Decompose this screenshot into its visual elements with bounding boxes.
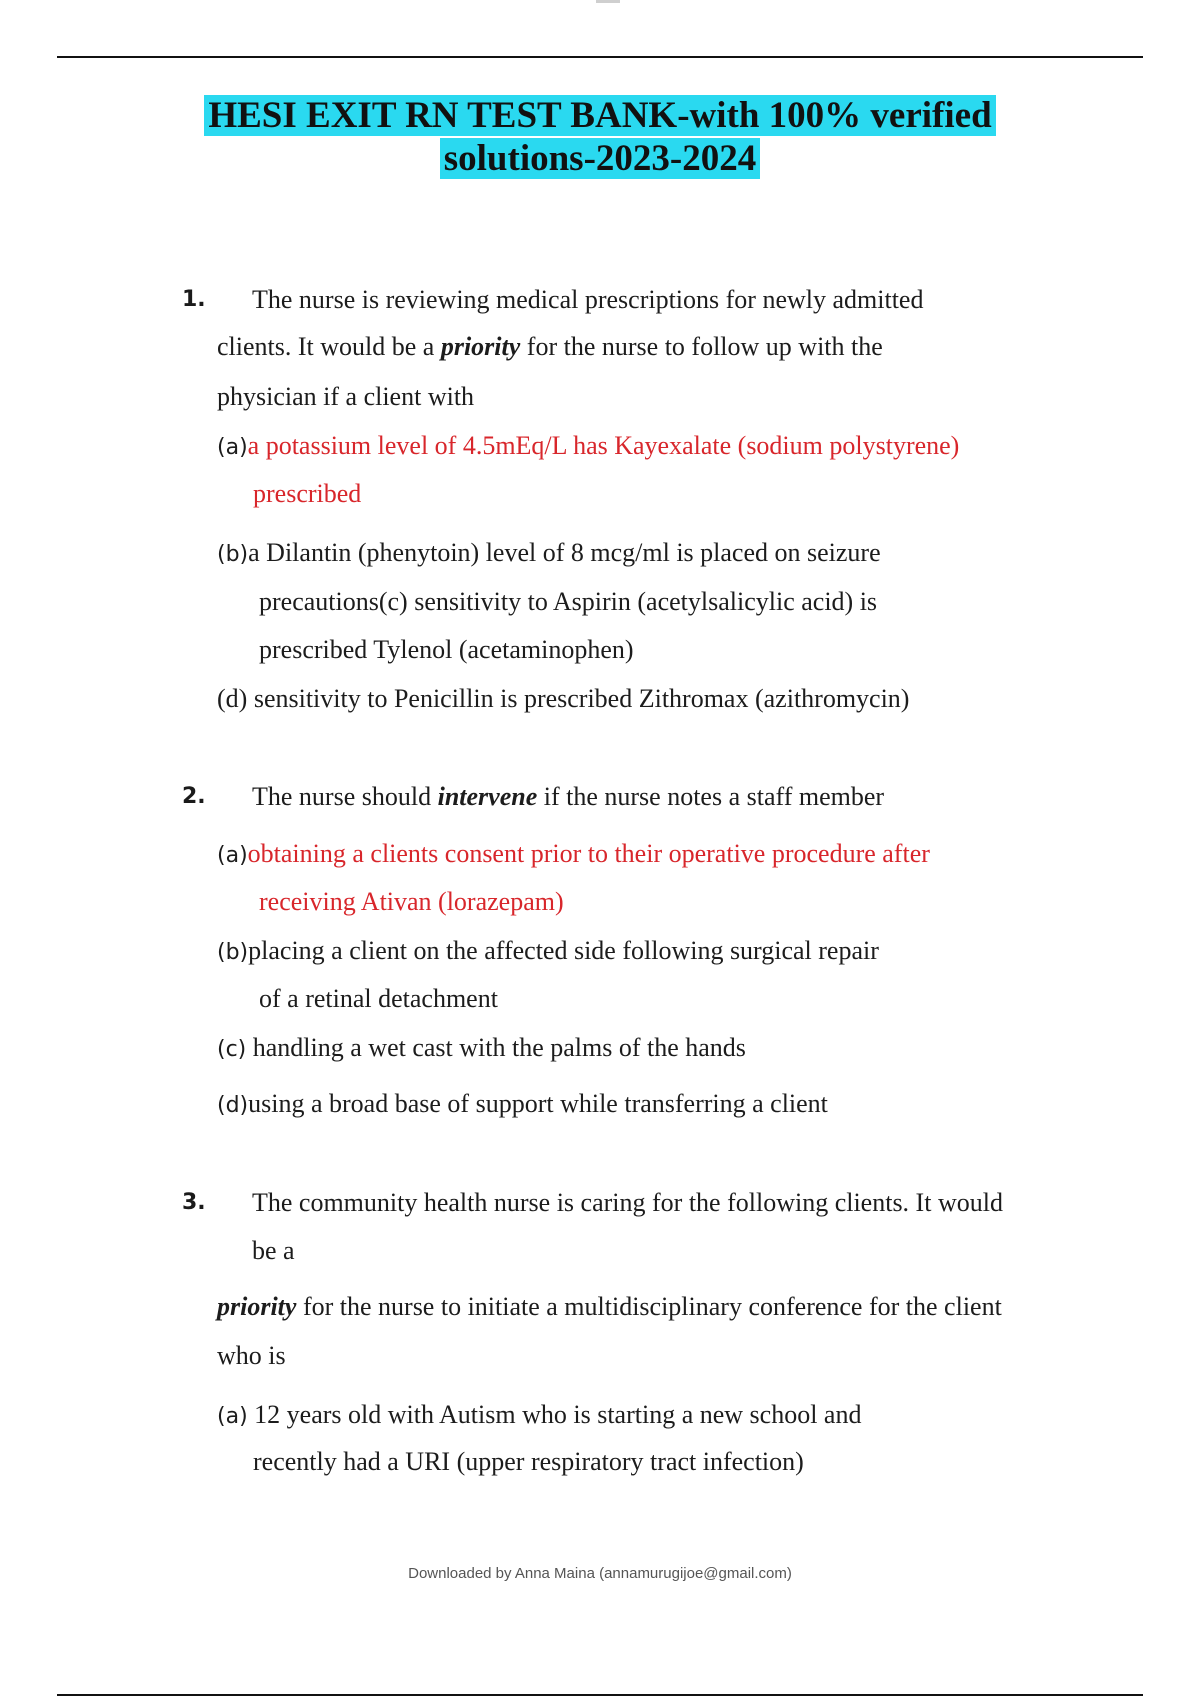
option-b-cont: of a retinal detachment bbox=[259, 984, 498, 1013]
question-stem: who is bbox=[217, 1341, 286, 1370]
option-label: (d) bbox=[217, 684, 248, 713]
question-stem: be a bbox=[252, 1236, 295, 1265]
emphasis-intervene: intervene bbox=[437, 782, 538, 811]
question-stem: The nurse should intervene if the nurse notes a staff member bbox=[252, 782, 885, 811]
footer-rule bbox=[57, 1694, 1143, 1696]
option-label: (b) bbox=[217, 940, 249, 965]
emphasis-priority: priority bbox=[217, 1292, 297, 1321]
title-line-2: solutions-2023-2024 bbox=[440, 138, 760, 179]
option-label: (b) bbox=[217, 542, 249, 567]
option-a-correct-cont: prescribed bbox=[253, 479, 362, 508]
option-d: (d)using a broad base of support while transferring a client bbox=[217, 1089, 828, 1118]
emphasis-priority: priority bbox=[440, 332, 521, 361]
question-number: 1. bbox=[182, 287, 206, 312]
question-stem: clients. It would be a priority for the nurse to follow up with the bbox=[217, 332, 883, 361]
question-stem: The community health nurse is caring for the following clients. It would bbox=[252, 1188, 1003, 1217]
option-b-cont: precautions(c) sensitivity to Aspirin (acetylsalicylic acid) is bbox=[259, 587, 878, 616]
option-label: (a) bbox=[217, 843, 248, 868]
option-c: (c) handling a wet cast with the palms of the hands bbox=[217, 1033, 746, 1062]
option-a-correct: (a)obtaining a clients consent prior to their operative procedure after bbox=[217, 839, 930, 868]
question-number: 3. bbox=[182, 1190, 206, 1215]
option-d: (d) sensitivity to Penicillin is prescribed Zithromax (azithromycin) bbox=[217, 684, 910, 713]
question-number: 2. bbox=[182, 784, 206, 809]
download-footer: Downloaded by Anna Maina (annamurugijoe@gmail.com) bbox=[408, 1565, 792, 1582]
option-label: (a) bbox=[217, 1404, 248, 1429]
question-stem: physician if a client with bbox=[217, 382, 475, 411]
question-stem: priority for the nurse to initiate a multidisciplinary conference for the client bbox=[217, 1292, 1002, 1321]
option-a-correct-cont: receiving Ativan (lorazepam) bbox=[259, 887, 564, 916]
option-label: (c) bbox=[217, 1037, 247, 1062]
option-a-cont: recently had a URI (upper respiratory tract infection) bbox=[253, 1447, 804, 1476]
option-a-correct: (a)a potassium level of 4.5mEq/L has Kayexalate (sodium polystyrene) bbox=[217, 431, 960, 460]
option-label: (a) bbox=[217, 435, 248, 460]
option-label: (d) bbox=[217, 1093, 249, 1118]
title-line-1: HESI EXIT RN TEST BANK-with 100% verified bbox=[204, 95, 995, 136]
option-b: (b)a Dilantin (phenytoin) level of 8 mcg/ml is placed on seizure bbox=[217, 538, 881, 567]
option-b: (b)placing a client on the affected side following surgical repair bbox=[217, 936, 879, 965]
option-a: (a) 12 years old with Autism who is starting a new school and bbox=[217, 1400, 862, 1429]
option-b-cont: prescribed Tylenol (acetaminophen) bbox=[259, 635, 634, 664]
question-stem: The nurse is reviewing medical prescriptions for newly admitted bbox=[252, 285, 924, 314]
